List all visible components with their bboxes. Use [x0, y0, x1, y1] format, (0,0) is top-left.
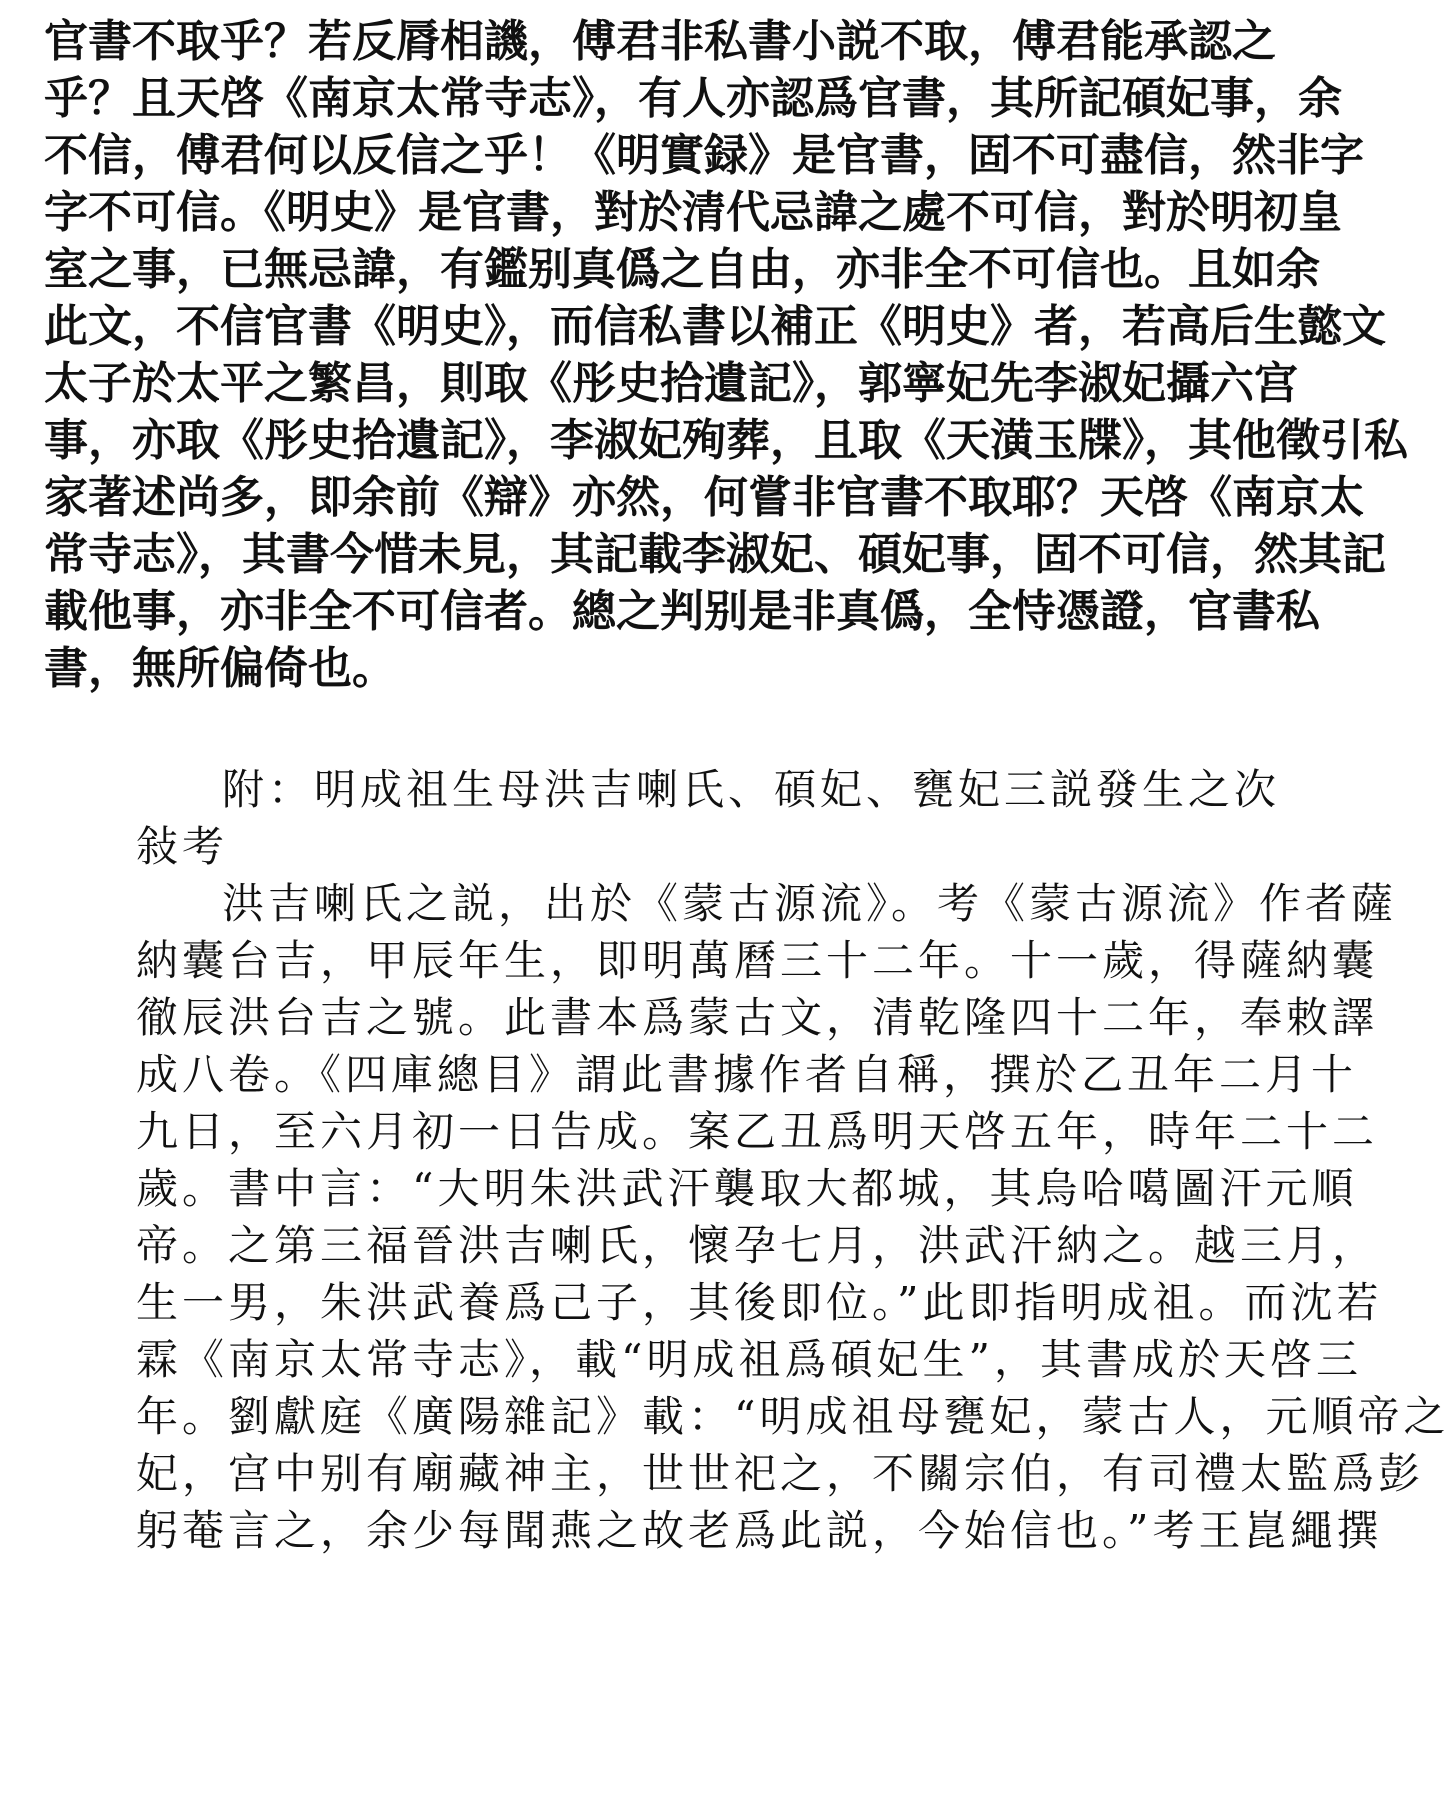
appendix-text-line: 洪吉喇氏之説，出於《蒙古源流》。考《蒙古源流》作者薩 [222, 879, 1398, 928]
appendix-text-line: 成八卷。《四庫總目》謂此書據作者自稱，撰於乙丑年二月十 [136, 1050, 1358, 1099]
appendix-text-line: 霖《南京太常寺志》，載“明成祖爲碩妃生”，其書成於天啓三 [136, 1335, 1362, 1384]
text-line: 載他事，亦非全不可信者。總之判别是非真僞，全恃憑證，官書私 [44, 586, 1320, 637]
text-line: 不信，傅君何以反信之乎！《明實録》是官書，固不可盡信，然非字 [44, 130, 1364, 181]
appendix-text-line: 生一男，朱洪武養爲己子，其後即位。”此即指明成祖。而沈若 [136, 1278, 1383, 1327]
appendix-text-line: 妃，宫中别有廟藏神主，世世祀之，不關宗伯，有司禮太監爲彭 [136, 1449, 1425, 1498]
text-line: 此文，不信官書《明史》，而信私書以補正《明史》者，若高后生懿文 [44, 301, 1386, 352]
text-line: 官書不取乎？若反脣相譏，傅君非私書小説不取，傅君能承認之 [44, 16, 1276, 67]
text-line: 室之事，已無忌諱，有鑑别真僞之自由，亦非全不可信也。且如余 [44, 244, 1320, 295]
appendix-text-line: 歲。書中言：“大明朱洪武汗襲取大都城，其烏哈噶圖汗元順 [136, 1164, 1358, 1213]
appendix-text-line: 帝。之第三福晉洪吉喇氏，懷孕七月，洪武汗納之。越三月， [136, 1221, 1379, 1270]
appendix-heading: 附：明成祖生母洪吉喇氏、碩妃、甕妃三説發生之次 [222, 765, 1281, 814]
text-line: 家著述尚多，即余前《辯》亦然，何嘗非官書不取耶？天啓《南京太 [44, 472, 1364, 523]
appendix-text-line: 年。劉獻庭《廣陽雜記》載：“明成祖母甕妃，蒙古人，元順帝之 [136, 1392, 1449, 1441]
text-line: 事，亦取《彤史拾遺記》，李淑妃殉葬，且取《天潢玉牒》，其他徵引私 [44, 415, 1408, 466]
text-line: 太子於太平之繁昌，則取《彤史拾遺記》，郭寧妃先李淑妃攝六宫 [44, 358, 1298, 409]
appendix-heading: 敍考 [136, 822, 229, 871]
text-line: 書，無所偏倚也。 [44, 643, 396, 694]
appendix-text-line: 躬菴言之，余少每聞燕之故老爲此説，今始信也。”考王崑繩撰 [136, 1506, 1383, 1555]
text-line: 乎？且天啓《南京太常寺志》，有人亦認爲官書，其所記碩妃事，余 [44, 73, 1342, 124]
appendix-text-line: 納囊台吉，甲辰年生，即明萬曆三十二年。十一歲，得薩納囊 [136, 936, 1379, 985]
text-line: 字不可信。《明史》是官書，對於清代忌諱之處不可信，對於明初皇 [44, 187, 1342, 238]
appendix-text-line: 九日，至六月初一日告成。案乙丑爲明天啓五年，時年二十二 [136, 1107, 1379, 1156]
appendix-text-line: 徹辰洪台吉之號。此書本爲蒙古文，清乾隆四十二年，奉敕譯 [136, 993, 1379, 1042]
text-line: 常寺志》，其書今惜未見，其記載李淑妃、碩妃事，固不可信，然其記 [44, 529, 1386, 580]
